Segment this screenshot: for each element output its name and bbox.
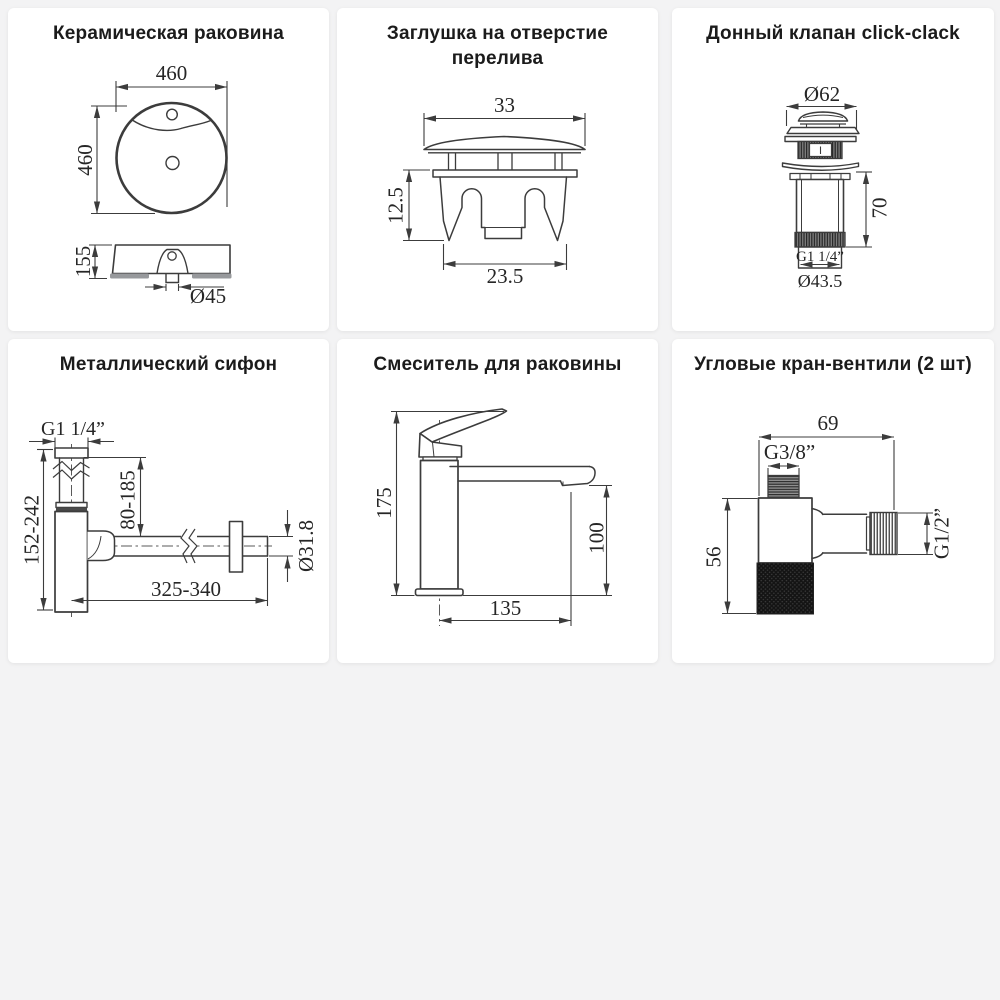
title-text: Керамическая раковина xyxy=(52,23,285,44)
valve-body xyxy=(757,476,897,615)
saucer-flange xyxy=(783,163,859,170)
dim-label: 325-340 xyxy=(151,577,221,601)
mixer-base xyxy=(416,589,464,596)
dim-label: 33 xyxy=(494,93,515,117)
dim-outlet-g12 xyxy=(898,508,954,559)
dim-total-152-242 xyxy=(20,450,54,611)
dim-drain-45 xyxy=(145,284,226,308)
wall-flange xyxy=(230,522,243,573)
valve-main-body xyxy=(759,498,813,563)
dim-label: 70 xyxy=(867,197,892,219)
dim-body-23-5 xyxy=(444,244,567,288)
card-title xyxy=(672,22,994,47)
valve-body xyxy=(783,112,860,268)
dim-label: 80-185 xyxy=(115,470,140,530)
spout-tip xyxy=(561,467,596,486)
title-text: перелива xyxy=(451,47,544,69)
siphon-drawing xyxy=(8,339,329,663)
dim-label: G3/8” xyxy=(763,440,816,464)
card-basin-mixer xyxy=(337,339,658,663)
title-text: Заглушка на отверстие xyxy=(386,23,609,44)
mounting-pad-right xyxy=(192,274,232,279)
dim-clip-12-5 xyxy=(384,170,445,241)
dim-label: 135 xyxy=(489,596,522,620)
mixer-body xyxy=(416,409,596,596)
knurled-handle xyxy=(757,563,814,614)
basin-wave-line xyxy=(132,120,211,130)
bottle-cup xyxy=(55,512,88,613)
card-angle-valves xyxy=(672,339,994,663)
sink-side-view xyxy=(110,245,232,283)
dim-height-70 xyxy=(846,172,892,247)
dim-height-155 xyxy=(71,245,112,279)
drain-hole xyxy=(166,157,179,170)
dim-label: 460 xyxy=(73,144,97,176)
dim-label: G1/2” xyxy=(929,507,954,560)
dim-label: Ø31.8 xyxy=(294,520,318,572)
dim-label: 155 xyxy=(71,245,95,278)
dim-thread-g114 xyxy=(796,249,844,265)
card-metal-siphon xyxy=(8,339,329,663)
dim-depth-460 xyxy=(73,106,155,214)
plug-clips xyxy=(440,177,567,241)
angle-valve-drawing xyxy=(672,339,994,663)
dim-depth-135 xyxy=(440,492,572,626)
dim-label: Ø62 xyxy=(803,82,841,106)
dim-label: 12.5 xyxy=(383,187,408,224)
sink-drawing xyxy=(8,8,329,331)
dim-label: Ø45 xyxy=(189,284,227,308)
dim-width-460 xyxy=(116,61,227,207)
dim-label: 152-242 xyxy=(19,495,44,565)
threaded-outlet xyxy=(870,513,897,555)
card-title xyxy=(8,353,329,378)
mixer-drawing xyxy=(337,339,658,663)
dim-label: 100 xyxy=(584,522,609,554)
click-clack-drawing xyxy=(672,8,994,331)
dim-label: 69 xyxy=(817,411,839,435)
card-title xyxy=(8,22,329,47)
plug-cap xyxy=(424,137,585,150)
plug-body xyxy=(424,137,585,241)
inlet-flange xyxy=(55,448,88,458)
card-title xyxy=(672,353,994,378)
dim-label: 460 xyxy=(155,61,188,85)
dim-label-diameter: Ø43.5 xyxy=(797,271,843,291)
card-title xyxy=(337,353,658,378)
dim-cap-62 xyxy=(787,82,857,133)
card-overflow-plug xyxy=(337,8,658,331)
dim-pipe-31-8 xyxy=(269,510,318,582)
dim-label: G1 1/4” xyxy=(796,249,844,265)
threaded-inlet-nipple xyxy=(768,476,799,499)
valve-cylinder xyxy=(797,180,844,233)
overflow-hole xyxy=(167,109,178,120)
mixer-column xyxy=(421,461,459,590)
card-title xyxy=(337,22,658,71)
dim-label: G1 1/4” xyxy=(41,418,105,440)
dim-inlet-80-185 xyxy=(84,458,146,537)
dim-label: 56 xyxy=(701,546,726,568)
dim-height-56 xyxy=(702,499,758,614)
drain-stub xyxy=(166,274,179,283)
sink-top-view xyxy=(117,103,227,213)
card-ceramic-sink xyxy=(8,8,329,331)
upper-flange xyxy=(787,128,859,134)
mixer-handle xyxy=(420,409,507,442)
threaded-bottom xyxy=(795,233,845,248)
title-text: Металлический сифон xyxy=(59,354,278,375)
title-text: Смеситель для раковины xyxy=(373,354,622,375)
dim-label: 23.5 xyxy=(486,264,524,288)
dim-inlet-g38 xyxy=(764,440,815,477)
mounting-pad-left xyxy=(110,274,149,279)
title-text: Донный клапан click-clack xyxy=(706,23,960,44)
title-text: Угловые кран-вентили (2 шт) xyxy=(694,354,972,375)
dim-label: 175 xyxy=(372,487,396,519)
card-click-clack xyxy=(672,8,994,331)
plug-flange xyxy=(433,170,577,177)
dim-spout-100 xyxy=(463,486,612,596)
